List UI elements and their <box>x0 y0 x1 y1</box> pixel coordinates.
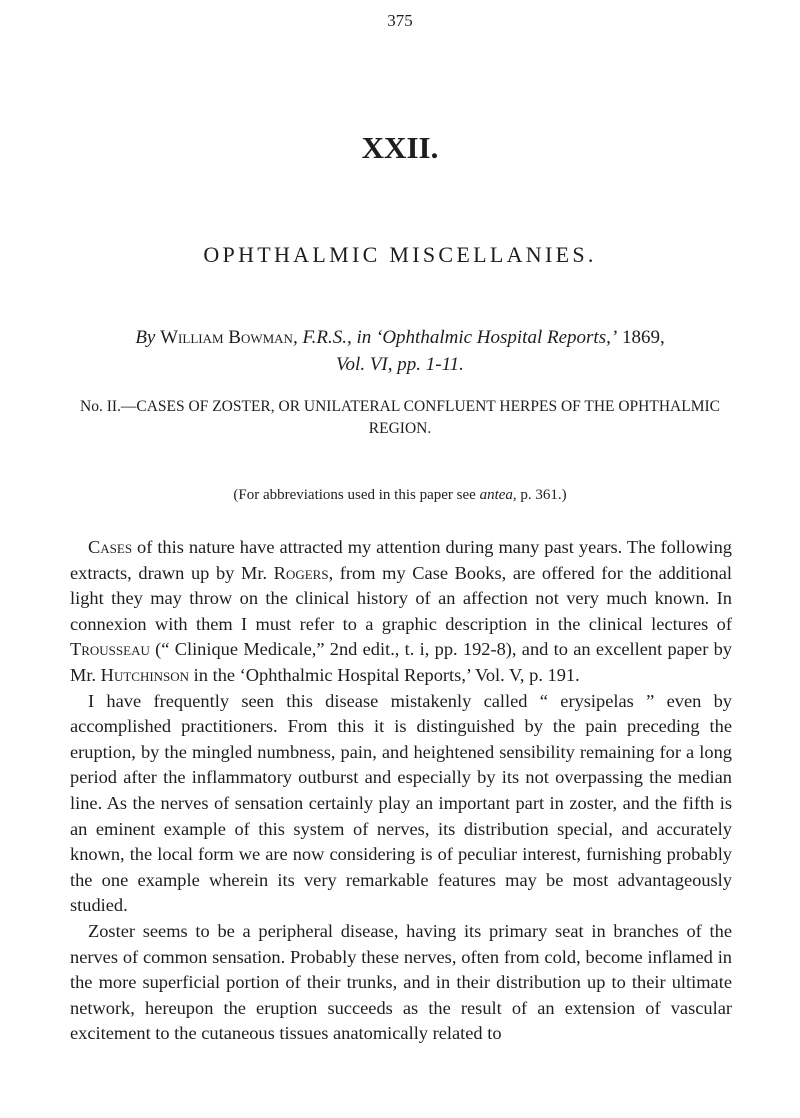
paragraph-1-text-c: (“ Clinique Medicale,” 2nd edit., t. i, pp. 192-8), and to an excellent paper by Mr. <box>70 639 732 685</box>
byline-author: William Bowman <box>160 327 293 348</box>
paragraph-1-text-a: of this nature have attracted my attention during many past years. The following extracts, drawn up by Mr. <box>70 537 732 583</box>
article-title: OPHTHALMIC MISCELLANIES. <box>203 242 597 267</box>
paragraph-3: Zoster seems to be a peripheral disease, having its primary seat in branches of the nerves of common sensation. Probably these nerves, often from cold, become inflamed in the more superficial portion of their trunks, and in their distribution up to their ultimate network, hereupon the eruption succeeds as the result of an extension of vascular excitement to the cutaneous tissues anatomically related to <box>70 920 732 1044</box>
abbreviations-note <box>0 487 800 504</box>
note-text-after: , p. 361.) <box>512 487 567 503</box>
paragraph-1-text-d: in the ‘Ophthalmic Hospital Reports,’ Vol. V, p. 191. <box>189 664 580 685</box>
name-hutchinson: Hutchinson <box>100 664 190 685</box>
byline <box>60 324 740 378</box>
paragraph-1-text-b: , from my Case Books, are offered for the additional light they may throw on the clinical history of an affection not very much known. In connexion with them I must refer to a graphic description in the clinical lectures of <box>70 562 732 634</box>
byline-line-2: Vol. VI, pp. 1-11. <box>336 354 464 375</box>
byline-journal: ‘Ophthalmic Hospital Reports,’ <box>376 327 618 348</box>
section-heading: No. II.—CASES OF ZOSTER, OR UNILATERAL CONFLUENT HERPES OF THE OPHTHALMIC REGION. <box>80 398 720 437</box>
lead-word: Cases <box>88 537 133 557</box>
body-text <box>70 535 732 1047</box>
byline-credentials: , F.R.S., in <box>292 327 376 348</box>
name-trousseau: Trousseau <box>70 639 150 660</box>
note-text-before: (For abbreviations used in this paper see <box>233 487 480 503</box>
byline-line-1 <box>60 324 740 351</box>
chapter-number: XXII. <box>361 130 439 165</box>
byline-year: 1869, <box>617 327 665 348</box>
name-rogers: Rogers <box>273 562 329 583</box>
note-antea: antea <box>479 487 513 503</box>
page-number: 375 <box>387 11 413 30</box>
byline-by: By <box>135 327 161 348</box>
paragraph-1 <box>70 535 732 689</box>
paragraph-2: I have frequently seen this disease mistakenly called “ erysipelas ” even by accomplished practitioners. From this it is distinguished by the pain preceding the eruption, by the mingled numbness, pain, and heightened sensibility remaining for a long period after the inflammatory outburst and especially by its not overpassing the median line. As the nerves of sensation certainly play an important part in zoster, and the fifth is an eminent example of this system of nerves, its distribution special, and accurately known, the local form we are now considering is of peculiar interest, furnishing probably the one example wherein its very remarkable features may be most advantageously studied. <box>70 690 732 916</box>
